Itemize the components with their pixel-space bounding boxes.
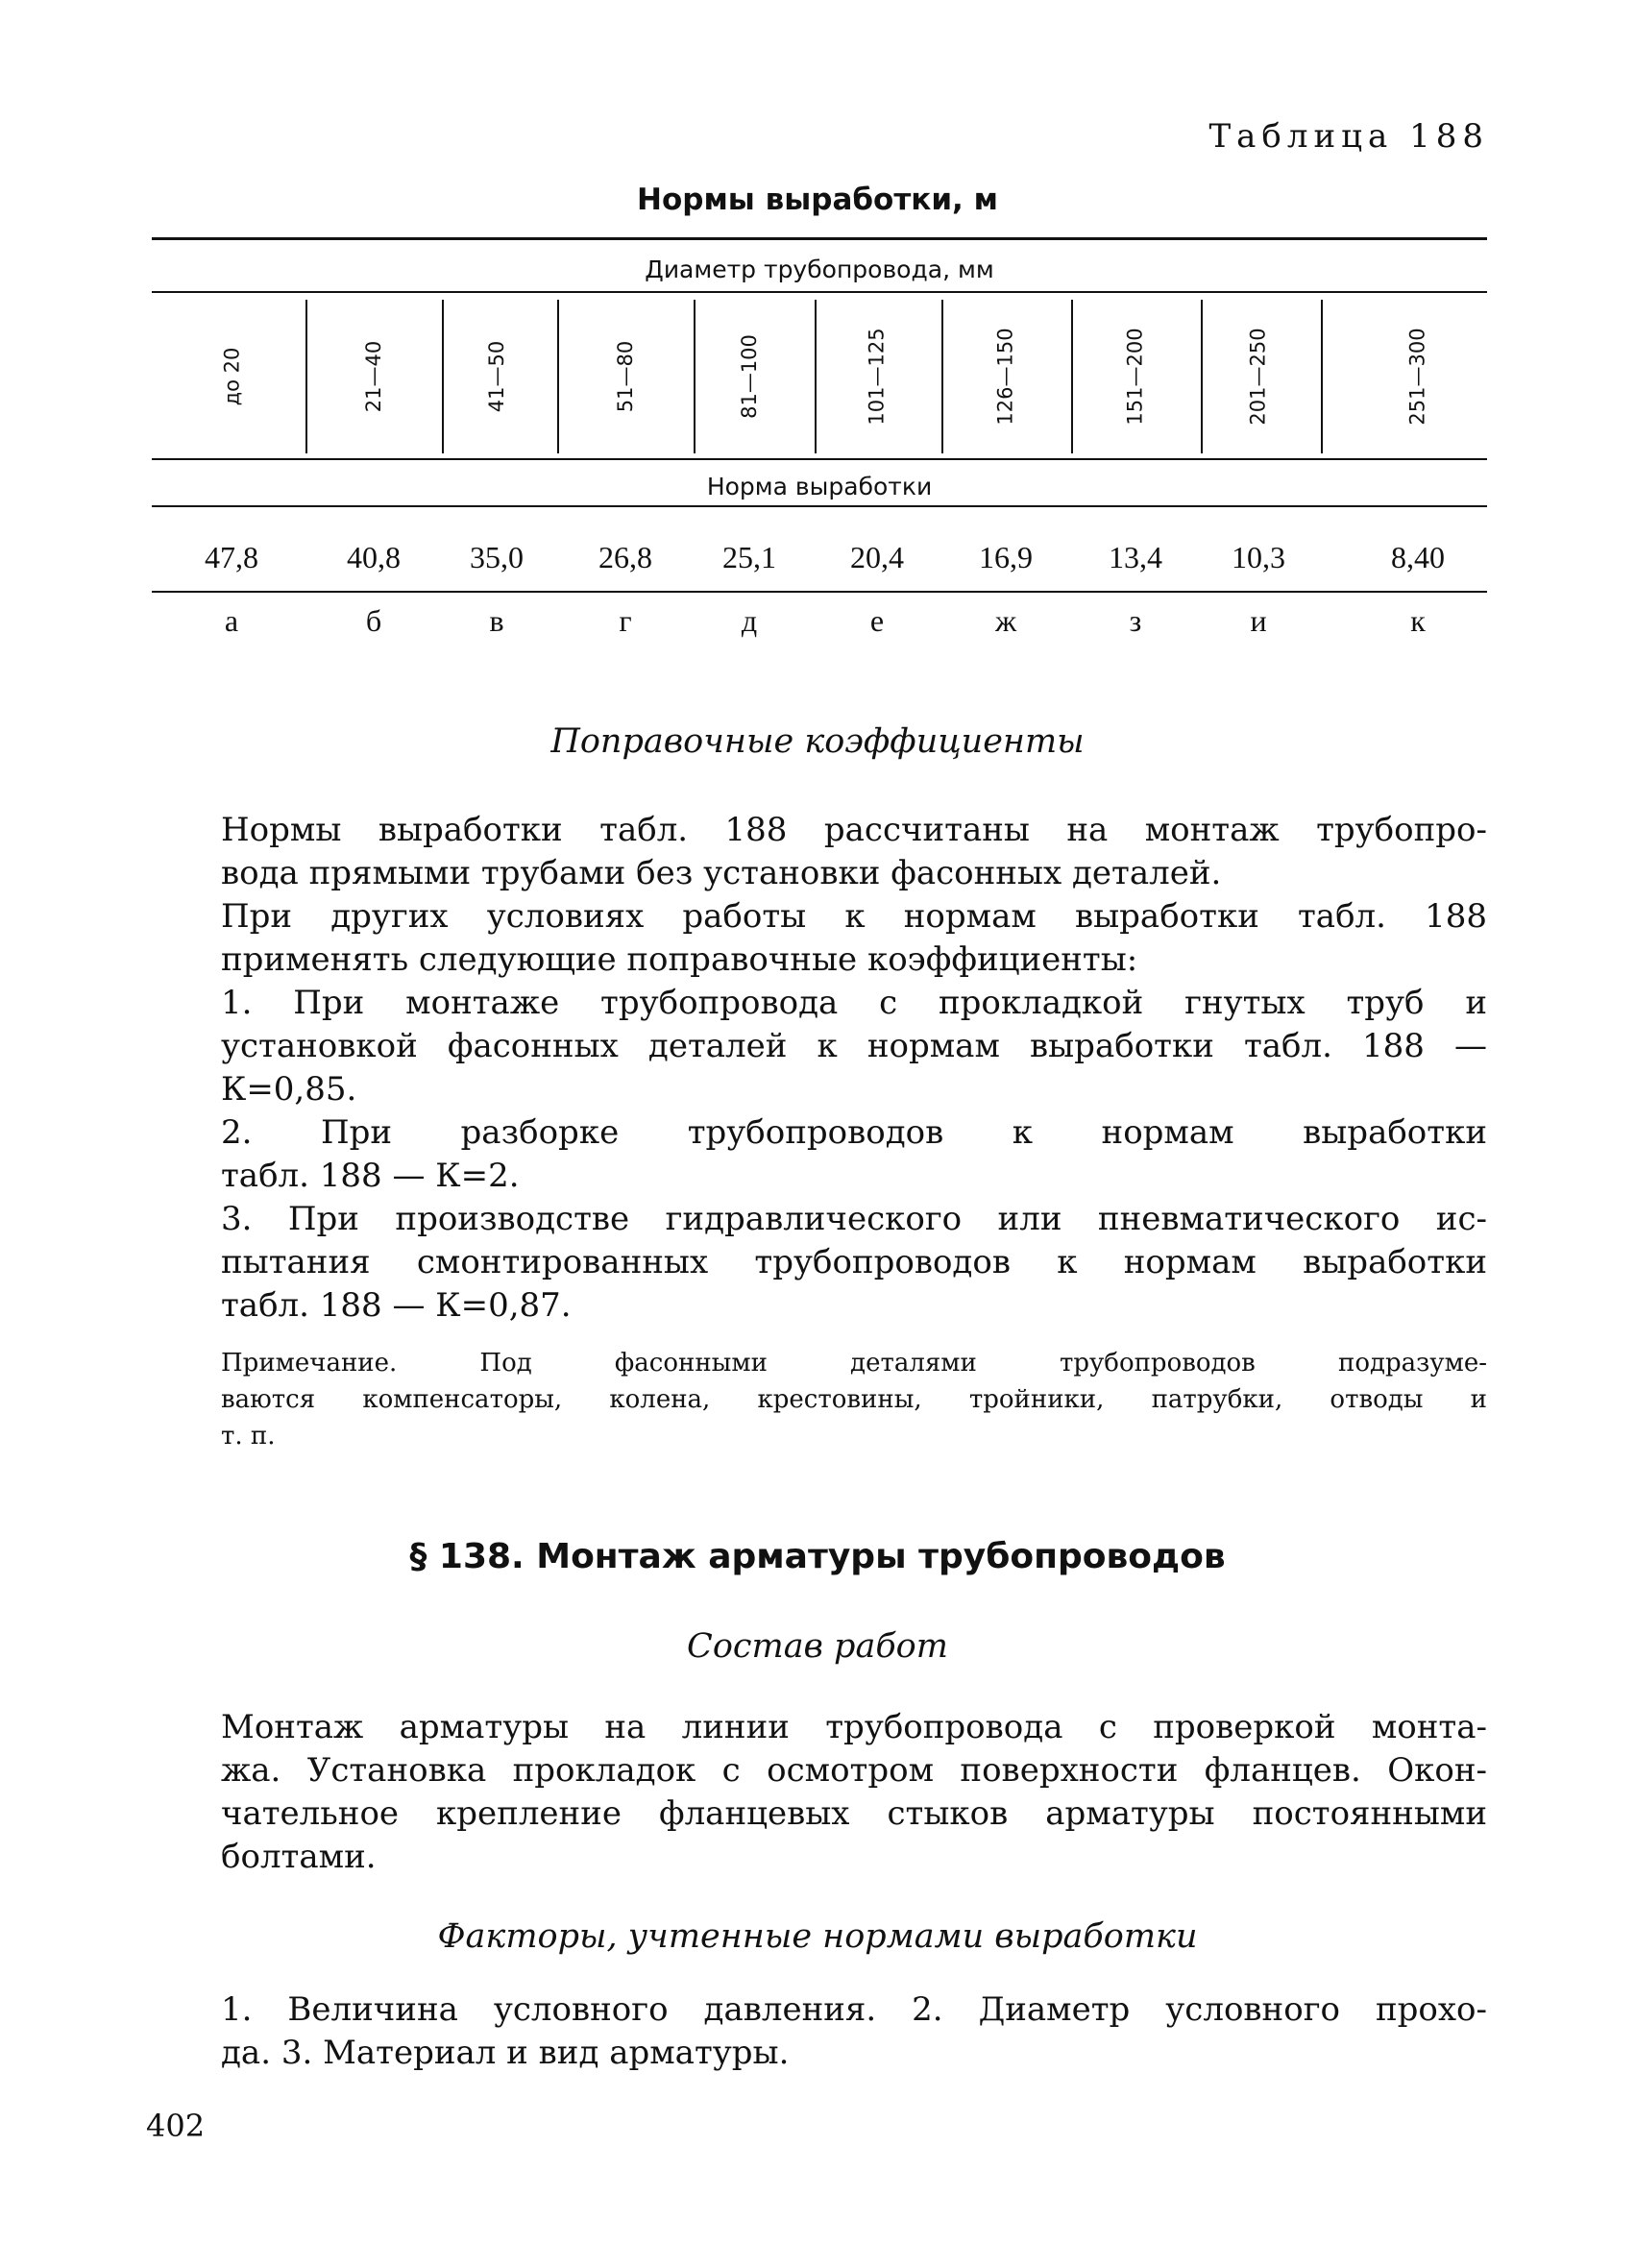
table-title: Нормы выработки, м	[637, 183, 998, 217]
text-line: 1. Величина условного давления. 2. Диаметр условного прохо-	[221, 1990, 1487, 2029]
text-line: табл. 188 — К=0,87.	[221, 1286, 572, 1325]
column-header	[967, 295, 1044, 458]
note-line: т. п.	[221, 1422, 276, 1451]
page-number: 402	[146, 2108, 206, 2144]
text-line: вода прямыми трубами без установки фасонных деталей.	[221, 854, 1222, 892]
text-line: Нормы выработки табл. 188 рассчитаны на монтаж трубопро-	[221, 811, 1487, 849]
text-line: табл. 188 — К=2.	[221, 1157, 520, 1195]
text-line: болтами.	[221, 1838, 377, 1876]
text-line: 3. При производстве гидравлического или пневматического ис-	[221, 1200, 1487, 1238]
column-header	[711, 295, 788, 458]
table-cell-value: 35,0	[470, 540, 524, 574]
note	[221, 1345, 1487, 1454]
column-header-label: 51—80	[613, 340, 637, 413]
table-cell-letter: з	[1129, 603, 1142, 638]
column-header	[458, 295, 535, 458]
table-rule	[152, 591, 1487, 593]
table-rule	[152, 291, 1487, 293]
table-cell-letter: е	[869, 603, 885, 638]
table-header-group: Диаметр трубопровода, мм	[645, 256, 994, 283]
text-line: жа. Установка прокладок с осмотром поверхности фланцев. Окон-	[221, 1751, 1487, 1790]
column-header-label: 41—50	[484, 340, 508, 413]
column-divider	[557, 300, 559, 453]
table-cell-value: 40,8	[347, 540, 401, 574]
column-divider	[1071, 300, 1073, 453]
column-header	[587, 295, 664, 458]
text-line: 1. При монтаже трубопровода с прокладкой гнутых труб и	[221, 984, 1487, 1022]
column-divider	[442, 300, 444, 453]
text-line: Монтаж арматуры на линии трубопровода с проверкой монта-	[221, 1708, 1487, 1746]
table-norm-label: Норма выработки	[706, 473, 933, 500]
text-line: К=0,85.	[221, 1070, 357, 1109]
column-header	[193, 295, 270, 458]
section-heading: § 138. Монтаж арматуры трубопроводов	[409, 1537, 1226, 1576]
column-header	[1220, 295, 1297, 458]
column-divider	[305, 300, 307, 453]
table-cell-letter: к	[1410, 603, 1426, 638]
table-rule	[152, 505, 1487, 507]
text-line: При других условиях работы к нормам выработки табл. 188	[221, 897, 1487, 936]
column-header	[335, 295, 412, 458]
column-header-label: 81—100	[738, 334, 761, 419]
column-header-label: 151—200	[1124, 328, 1148, 426]
table-cell-value: 20,4	[850, 540, 904, 574]
table-cell-letter: б	[365, 603, 382, 638]
column-divider	[941, 300, 943, 453]
note-line: Примечание. Под фасонными деталями трубопроводов подразуме-	[221, 1349, 1487, 1378]
corrections-text	[221, 809, 1487, 1328]
column-header	[839, 295, 915, 458]
note-line: ваются компенсаторы, колена, крестовины, тройники, патрубки, отводы и	[221, 1385, 1487, 1414]
column-header-label: 201—250	[1247, 328, 1271, 426]
text-line: да. 3. Материал и вид арматуры.	[221, 2034, 790, 2072]
column-header-label: до 20	[219, 347, 243, 406]
table-cell-value: 10,3	[1232, 540, 1285, 574]
table-number: Таблица 188	[1208, 117, 1489, 156]
text-line: установкой фасонных деталей к нормам выработки табл. 188 —	[221, 1027, 1487, 1065]
column-header-label: 101—125	[866, 328, 890, 426]
section-subtitle: Факторы, учтенные нормами выработки	[437, 1917, 1198, 1956]
column-divider	[1321, 300, 1323, 453]
table-cell-value: 8,40	[1391, 540, 1445, 574]
table-cell-letter: ж	[994, 603, 1017, 638]
column-header-label: 126—150	[994, 328, 1018, 426]
column-header	[1379, 295, 1456, 458]
column-header-label: 21—40	[361, 340, 385, 413]
table-rule-top	[152, 237, 1487, 240]
work-composition-text	[221, 1706, 1487, 1879]
section-subtitle: Поправочные коэффициенты	[550, 722, 1085, 761]
table-cell-letter: г	[619, 603, 632, 638]
column-divider	[1201, 300, 1203, 453]
text-line: чательное крепление фланцевых стыков арматуры постоянными	[221, 1794, 1487, 1833]
table-rule	[152, 458, 1487, 460]
table-cell-letter: д	[741, 603, 758, 638]
table-cell-value: 25,1	[722, 540, 776, 574]
text-line: пытания смонтированных трубопроводов к нормам выработки	[221, 1243, 1487, 1281]
table-cell-letter: а	[224, 603, 239, 638]
table-cell-value: 47,8	[205, 540, 258, 574]
column-divider	[694, 300, 695, 453]
table-cell-letter: и	[1250, 603, 1267, 638]
column-header	[1097, 295, 1174, 458]
text-line: 2. При разборке трубопроводов к нормам выработки	[221, 1113, 1487, 1152]
factors-text	[221, 1988, 1487, 2075]
table-cell-value: 26,8	[598, 540, 652, 574]
column-header-label: 251—300	[1406, 328, 1430, 426]
section-subtitle: Состав работ	[687, 1627, 948, 1666]
column-divider	[815, 300, 817, 453]
table-cell-letter: в	[489, 603, 504, 638]
table-cell-value: 13,4	[1109, 540, 1162, 574]
text-line: применять следующие поправочные коэффициенты:	[221, 940, 1138, 979]
table-cell-value: 16,9	[979, 540, 1033, 574]
